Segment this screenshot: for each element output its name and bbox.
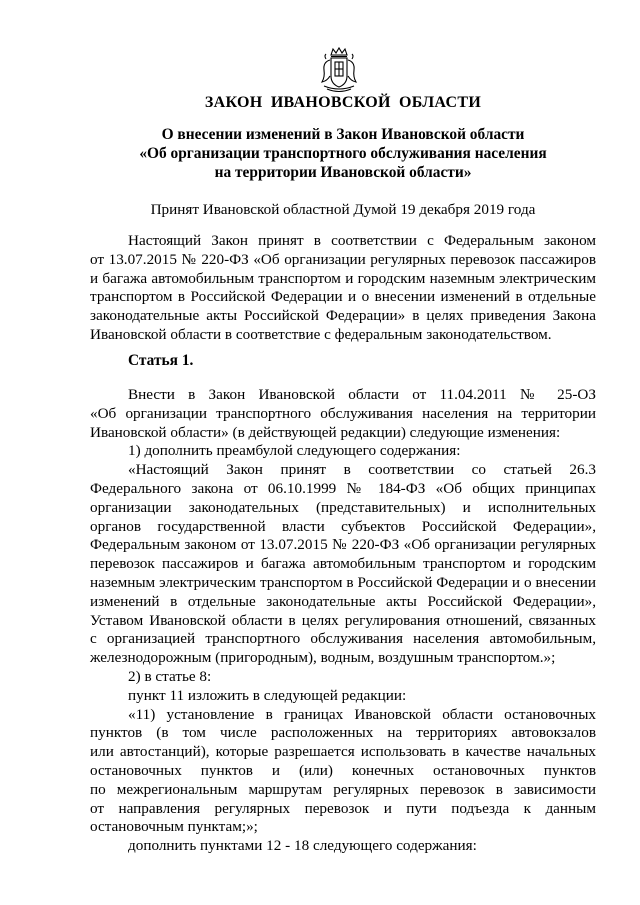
preamble-line: транспортом в Российской Федерации и о внесении изменений в отдельные xyxy=(90,288,596,306)
subtitle-line: «Об организации транспортного обслуживания населения xyxy=(139,145,547,162)
article-line: железнодорожным (пригородным), водным, воздушным транспортом.»; xyxy=(90,649,556,667)
document-title: ЗАКОН ИВАНОВСКОЙ ОБЛАСТИ xyxy=(204,94,482,111)
subtitle-line: на территории Ивановской области» xyxy=(214,164,472,181)
article-line: с организацией транспортного обслуживания населения автомобильным, xyxy=(90,630,596,648)
article-line: изменений в отдельные законодательные акты Российской Федерации», xyxy=(90,592,596,610)
subtitle-line: О внесении изменений в Закон Ивановской области xyxy=(161,126,525,143)
article-line: перевозок пассажиров и багажа автомобильным транспортом и городским xyxy=(90,555,596,573)
article-line: дополнить пунктами 12 - 18 следующего содержания: xyxy=(128,837,477,855)
article-line: остановочных пунктов и (или) конечных остановочных пунктов xyxy=(90,761,596,779)
article-line: Ивановской области» (в действующей редакции) следующие изменения: xyxy=(90,423,561,441)
coat-of-arms-graphic xyxy=(318,46,360,94)
article-line: Уставом Ивановской области в целях регулирования отношений, связанных xyxy=(90,611,596,629)
article-line: 2) в статье 8: xyxy=(128,667,212,685)
coat-of-arms-icon xyxy=(318,46,360,94)
article-line: по межрегиональным маршрутам регулярных перевозок в зависимости xyxy=(90,780,596,798)
article-line: пунктов (в том числе расположенных на территориях автовокзалов xyxy=(90,724,596,742)
adoption-note: Принят Ивановской областной Думой 19 декабря 2019 года xyxy=(150,201,536,218)
article-line: или автостанций), которые разрешается использовать в качестве начальных xyxy=(90,743,596,761)
article-line: остановочным пунктам;»; xyxy=(90,818,258,836)
article-line: от направления регулярных перевозок и пути подъезда к данным xyxy=(90,799,596,817)
article-line: организации законодательных (представительных) и исполнительных xyxy=(90,498,596,516)
article-line: Федерального закона от 06.10.1999 № 184-ФЗ «Об общих принципах xyxy=(90,479,596,497)
preamble-line: от 13.07.2015 № 220-ФЗ «Об организации регулярных перевозок пассажиров xyxy=(90,250,596,268)
preamble-line: Ивановской области в соответствие с федеральным законодательством. xyxy=(90,325,552,343)
article-body xyxy=(90,386,596,856)
article-line: органов государственной власти субъектов Российской Федерации», xyxy=(90,517,596,535)
article-line: «11) установление в границах Ивановской области остановочных xyxy=(128,705,596,723)
preamble-line: Настоящий Закон принят в соответствии с Федеральным законом xyxy=(128,232,596,249)
document-subtitle xyxy=(90,125,596,182)
article-line: 1) дополнить преамбулой следующего содержания: xyxy=(128,442,461,460)
preamble-paragraph xyxy=(90,232,596,345)
article-line: наземным электрическим транспортом в Российской Федерации и о внесении xyxy=(90,573,596,591)
preamble-line: законодательные акты Российской Федерации» в целях приведения Закона xyxy=(90,307,596,325)
article-line: «Настоящий Закон принят в соответствии со статьей 26.3 xyxy=(128,461,596,479)
preamble-line: и багажа автомобильным транспортом и городским наземным электрическим xyxy=(90,269,596,287)
article-line: Внести в Закон Ивановской области от 11.04.2011 № 25-ОЗ xyxy=(128,386,596,403)
article-line: Федеральным законом от 13.07.2015 № 220-ФЗ «Об организации регулярных xyxy=(90,536,596,554)
article-heading: Статья 1. xyxy=(128,352,194,369)
article-line: пункт 11 изложить в следующей редакции: xyxy=(128,686,407,704)
article-line: «Об организации транспортного обслуживания населения на территории xyxy=(90,404,596,422)
